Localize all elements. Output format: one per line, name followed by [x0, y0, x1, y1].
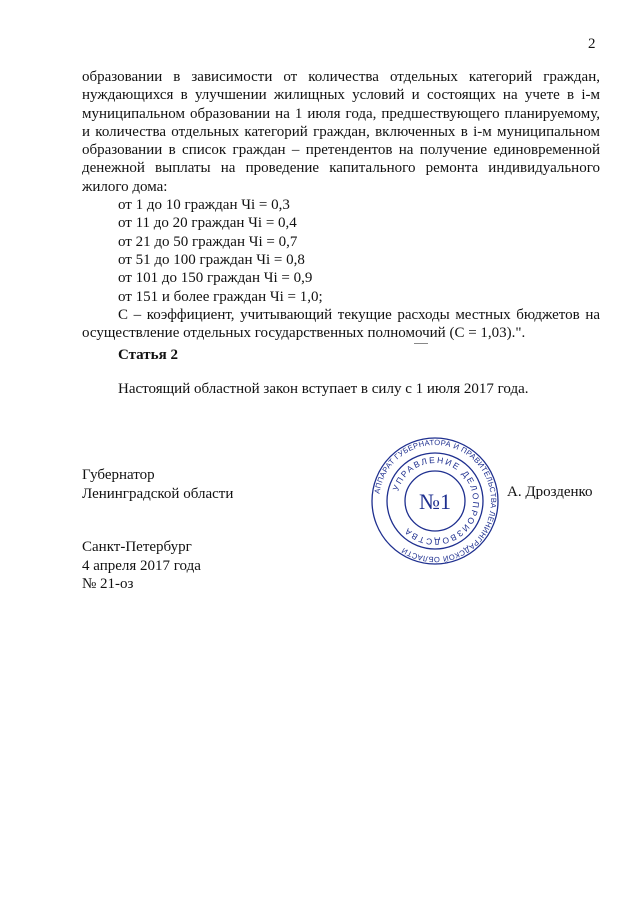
- article-text: Настоящий областной закон вступает в силу с 1 июля 2017 года.: [118, 381, 529, 397]
- signer-name: А. Дрозденко: [507, 484, 593, 500]
- city: Санкт-Петербург: [82, 539, 192, 555]
- date: 4 апреля 2017 года: [82, 557, 201, 574]
- stamp-outer-text: АППАРАТ ГУБЕРНАТОРА И ПРАВИТЕЛЬСТВА ЛЕНИНГРАДСКОЙ ОБЛАСТИ: [372, 437, 499, 565]
- list-item: от 51 до 100 граждан Чi = 0,8: [118, 251, 305, 268]
- stamp-center-number: №1: [419, 489, 451, 514]
- signature-position: [82, 466, 233, 503]
- place-date-block: [82, 538, 201, 594]
- list-item: от 151 и более граждан Чi = 1,0;: [118, 288, 323, 305]
- law-number: № 21-оз: [82, 576, 134, 592]
- position-line: Губернатор: [82, 467, 155, 483]
- list-item: от 21 до 50 граждан Чi = 0,7: [118, 233, 298, 250]
- page-number: 2: [588, 36, 596, 52]
- dash-mark: [414, 343, 428, 344]
- paragraph-coefficient-c: С – коэффициент, учитывающий текущие расходы местных бюджетов на осуществление отдельных государственных полномочий (С = 1,03).".: [82, 306, 600, 342]
- document-body: [82, 68, 600, 342]
- stamp-inner-text: УПРАВЛЕНИЕ ДЕЛОПРОИЗВОДСТВА: [390, 454, 482, 548]
- official-stamp: [370, 436, 500, 566]
- list-item: от 11 до 20 граждан Чi = 0,4: [118, 215, 297, 232]
- article-title: Статья 2: [118, 347, 178, 363]
- list-item: от 1 до 10 граждан Чi = 0,3: [118, 197, 290, 214]
- position-line: Ленинградской области: [82, 485, 234, 502]
- paragraph-formula-description: образовании в зависимости от количества отдельных категорий граждан, нуждающихся в улучшении жилищных условий и состоящих на учете в i-м муниципальном образовании на 1 июля года, предшествующего планируемому, и количества отдельных категорий граждан, включенных в i-м муниципальном образовании в список граждан – претендентов на получение единовременной денежной выплаты на проведение капитального ремонта индивидуального жилого дома:: [82, 69, 600, 195]
- coefficient-list: [82, 196, 600, 306]
- list-item: от 101 до 150 граждан Чi = 0,9: [118, 270, 313, 287]
